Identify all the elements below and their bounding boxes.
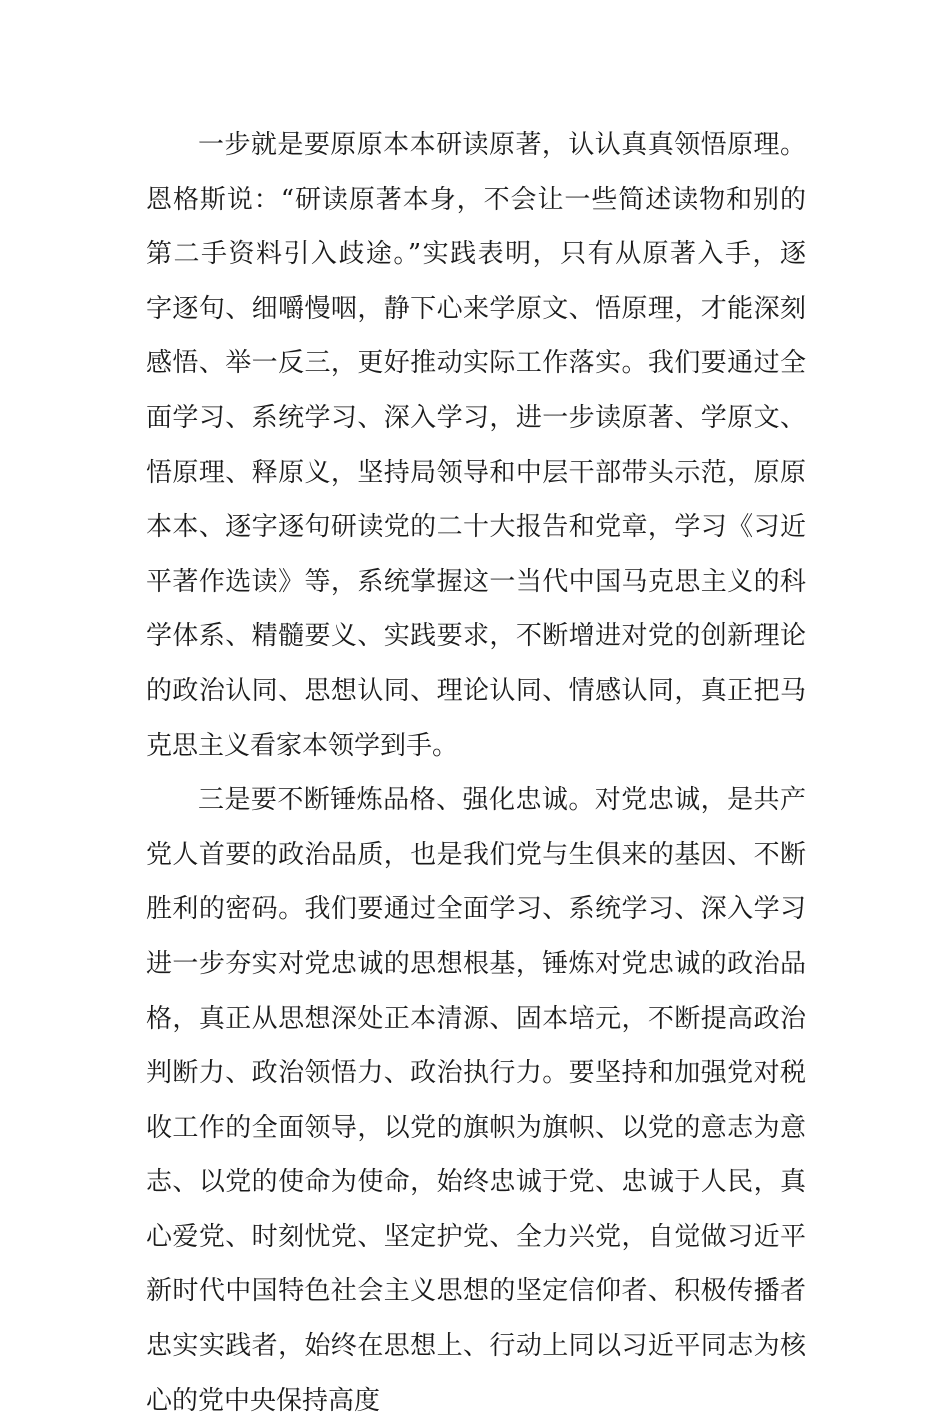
paragraph-line: 收工作的全面领导，以党的旗帜为旗帜、以党的意志为意 [146, 1112, 806, 1143]
paragraph-line: 悟原理、释原义，坚持局领导和中层干部带头示范，原原 [146, 457, 806, 488]
paragraph-line: 第二手资料引入歧途。”实践表明，只有从原著入手，逐 [146, 239, 806, 270]
body-text [146, 118, 806, 1428]
paragraph-line: 党人首要的政治品质，也是我们党与生俱来的基因、不断 [146, 839, 806, 870]
paragraph-line: 新时代中国特色社会主义思想的坚定信仰者、积极传播者 [146, 1276, 806, 1307]
paragraph-line: 胜利的密码。我们要通过全面学习、系统学习、深入学习 [146, 894, 806, 925]
paragraph-line: 判断力、政治领悟力、政治执行力。要坚持和加强党对税 [146, 1058, 806, 1089]
paragraph-line: 心爱党、时刻忧党、坚定护党、全力兴党，自觉做习近平 [146, 1221, 806, 1252]
paragraph-line: 三是要不断锤炼品格、强化忠诚。对党忠诚，是共产 [198, 785, 806, 816]
paragraph-line: 志、以党的使命为使命，始终忠诚于党、忠诚于人民，真 [146, 1167, 806, 1198]
paragraph-line: 进一步夯实对党忠诚的思想根基，锤炼对党忠诚的政治品 [146, 948, 806, 979]
paragraph-line: 克思主义看家本领学到手。 [146, 730, 459, 761]
paragraph-1 [146, 118, 806, 773]
paragraph-line: 恩格斯说：“研读原著本身，不会让一些简述读物和别的 [146, 184, 806, 215]
paragraph-line: 一步就是要原原本本研读原著，认认真真领悟原理。 [198, 130, 806, 160]
paragraph-line: 平著作选读》等，系统掌握这一当代中国马克思主义的科 [146, 566, 806, 597]
paragraph-line: 心的党中央保持高度 [146, 1385, 381, 1416]
paragraph-line: 字逐句、细嚼慢咽，静下心来学原文、悟原理，才能深刻 [146, 293, 806, 324]
paragraph-line: 的政治认同、思想认同、理论认同、情感认同，真正把马 [146, 675, 806, 706]
paragraph-line: 格，真正从思想深处正本清源、固本培元，不断提高政治 [146, 1003, 806, 1034]
paragraph-line: 忠实实践者，始终在思想上、行动上同以习近平同志为核 [146, 1331, 806, 1362]
paragraph-line: 面学习、系统学习、深入学习，进一步读原著、学原文、 [146, 402, 806, 433]
paragraph-line: 本本、逐字逐句研读党的二十大报告和党章，学习《习近 [146, 512, 806, 543]
paragraph-line: 感悟、举一反三，更好推动实际工作落实。我们要通过全 [146, 348, 806, 379]
paragraph-2 [146, 773, 806, 1428]
paragraph-line: 学体系、精髓要义、实践要求，不断增进对党的创新理论 [146, 621, 806, 652]
